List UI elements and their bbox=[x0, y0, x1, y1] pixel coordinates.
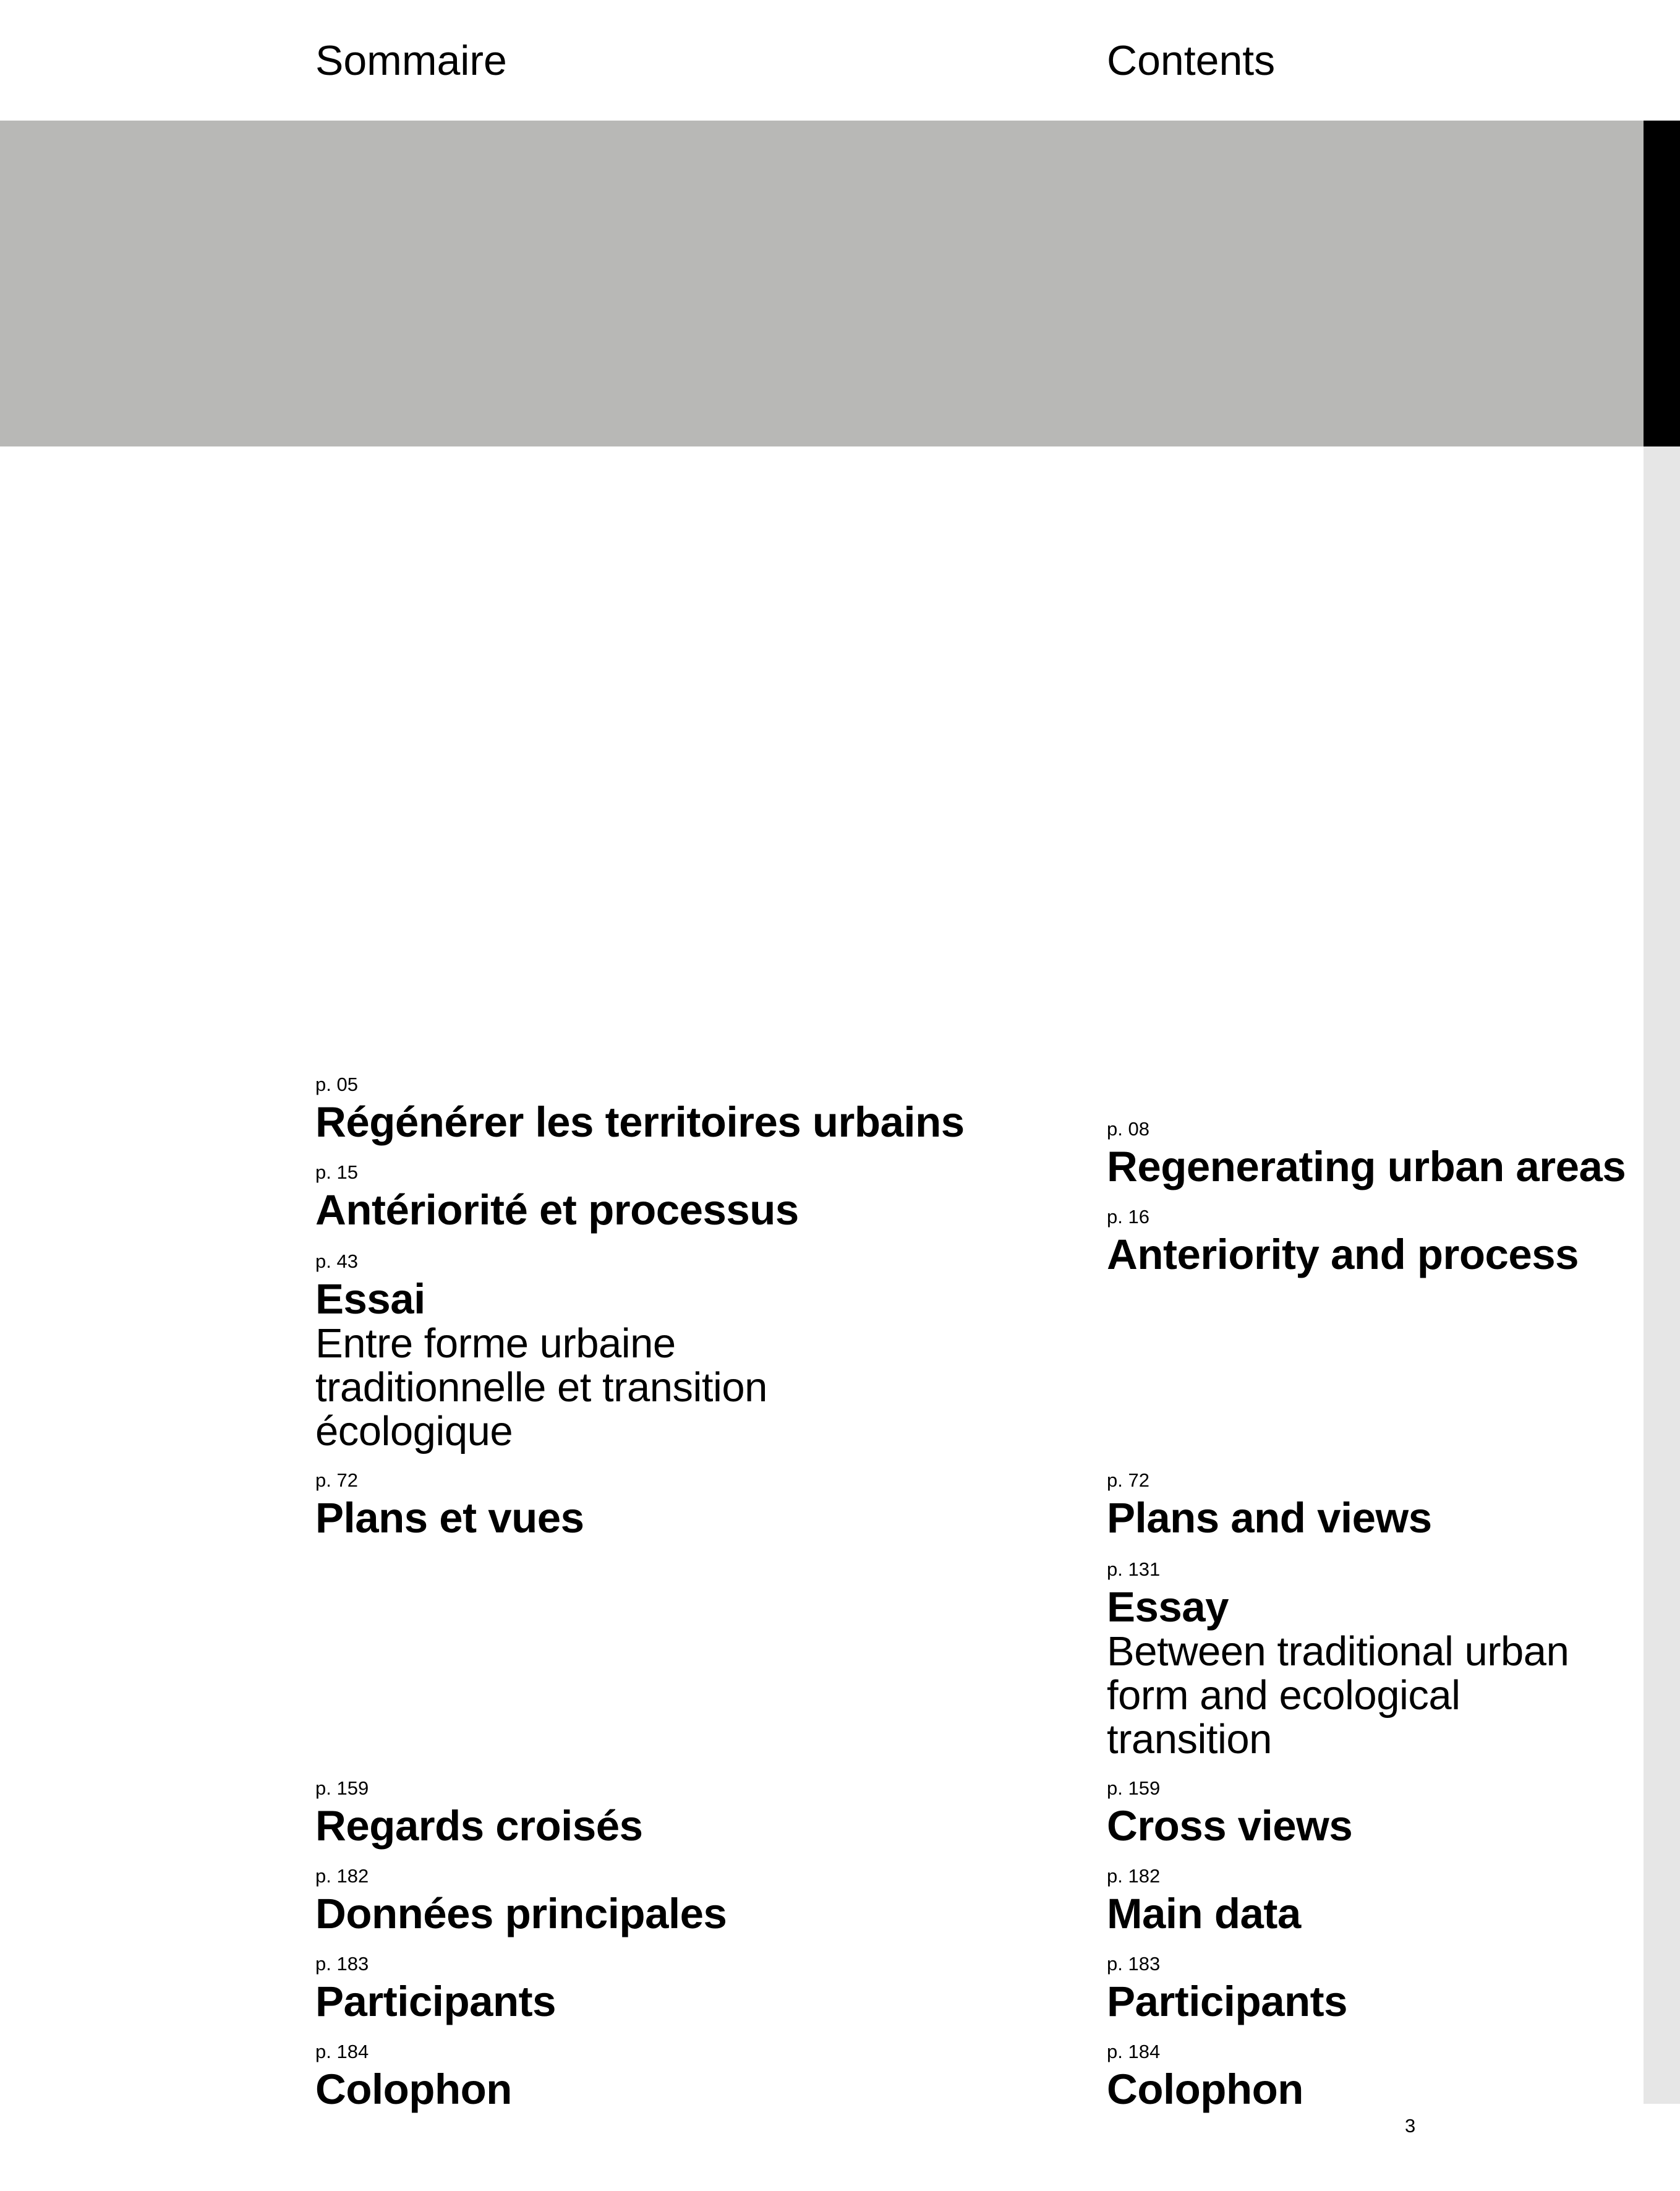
toc-title: Essay bbox=[1107, 1583, 1229, 1631]
black-edge-tab bbox=[1644, 121, 1680, 446]
toc-page-number: p. 131 bbox=[1107, 1558, 1161, 1580]
toc-title: Anteriority and process bbox=[1107, 1231, 1579, 1278]
toc-title: Participants bbox=[315, 1978, 556, 2025]
toc-fr-entry[interactable] bbox=[315, 1779, 642, 1848]
toc-title: Antériorité et processus bbox=[315, 1186, 799, 1234]
french-heading: Sommaire bbox=[315, 37, 507, 84]
toc-title: Colophon bbox=[1107, 2065, 1303, 2113]
toc-fr-entry[interactable] bbox=[315, 1075, 965, 1145]
toc-page-number: p. 43 bbox=[315, 1250, 358, 1272]
toc-subtitle-line: transition bbox=[1107, 1716, 1272, 1763]
toc-title: Main data bbox=[1107, 1890, 1301, 1937]
toc-fr-entry[interactable] bbox=[315, 1866, 727, 1936]
toc-en-entry[interactable] bbox=[1107, 1471, 1432, 1540]
toc-title: Regenerating urban areas bbox=[1107, 1143, 1626, 1190]
toc-subtitle-line: écologique bbox=[315, 1408, 513, 1455]
toc-en-entry[interactable] bbox=[1107, 1866, 1301, 1936]
toc-title: Colophon bbox=[315, 2065, 512, 2113]
toc-en-entry[interactable] bbox=[1107, 2042, 1303, 2112]
toc-page-number: p. 182 bbox=[1107, 1865, 1161, 1887]
toc-fr-entry[interactable] bbox=[315, 1163, 799, 1232]
grey-side-strip bbox=[1644, 446, 1680, 2104]
toc-en-entry[interactable] bbox=[1107, 1779, 1352, 1848]
toc-title: Régénérer les territoires urbains bbox=[315, 1098, 965, 1146]
toc-en-entry[interactable] bbox=[1107, 1207, 1579, 1277]
toc-page-number: p. 182 bbox=[315, 1865, 369, 1887]
toc-page-number: p. 16 bbox=[1107, 1206, 1149, 1228]
toc-subtitle-line: form and ecological bbox=[1107, 1672, 1460, 1719]
toc-fr-entry[interactable] bbox=[315, 2042, 512, 2112]
toc-page-number: p. 72 bbox=[1107, 1469, 1149, 1491]
toc-fr-entry[interactable] bbox=[315, 1252, 767, 1453]
toc-title: Plans et vues bbox=[315, 1494, 584, 1542]
toc-title: Regards croisés bbox=[315, 1802, 643, 1850]
toc-fr-entry[interactable] bbox=[315, 1954, 556, 2024]
toc-page-number: p. 08 bbox=[1107, 1118, 1149, 1140]
toc-subtitle-line: Between traditional urban bbox=[1107, 1628, 1569, 1675]
toc-page-number: p. 184 bbox=[315, 2041, 369, 2062]
toc-en-entry[interactable] bbox=[1107, 1560, 1569, 1761]
toc-page-number: p. 183 bbox=[1107, 1953, 1161, 1975]
toc-page-number: p. 72 bbox=[315, 1469, 358, 1491]
english-heading: Contents bbox=[1107, 37, 1276, 84]
toc-page-number: p. 159 bbox=[315, 1777, 369, 1799]
toc-title: Participants bbox=[1107, 1978, 1347, 2025]
toc-en-entry[interactable] bbox=[1107, 1119, 1626, 1189]
toc-subtitle-line: traditionnelle et transition bbox=[315, 1364, 767, 1411]
toc-page-number: p. 05 bbox=[315, 1074, 358, 1095]
toc-page-number: p. 184 bbox=[1107, 2041, 1161, 2062]
toc-title: Essai bbox=[315, 1275, 425, 1323]
page-number: 3 bbox=[1405, 2115, 1416, 2137]
toc-en-entry[interactable] bbox=[1107, 1954, 1347, 2024]
grey-image-band bbox=[0, 121, 1644, 446]
toc-page-number: p. 159 bbox=[1107, 1777, 1161, 1799]
toc-title: Plans and views bbox=[1107, 1494, 1432, 1542]
toc-fr-entry[interactable] bbox=[315, 1471, 584, 1540]
toc-page-number: p. 183 bbox=[315, 1953, 369, 1975]
toc-subtitle-line: Entre forme urbaine bbox=[315, 1320, 676, 1367]
toc-page-number: p. 15 bbox=[315, 1161, 358, 1183]
toc-title: Cross views bbox=[1107, 1802, 1353, 1850]
toc-title: Données principales bbox=[315, 1890, 727, 1937]
